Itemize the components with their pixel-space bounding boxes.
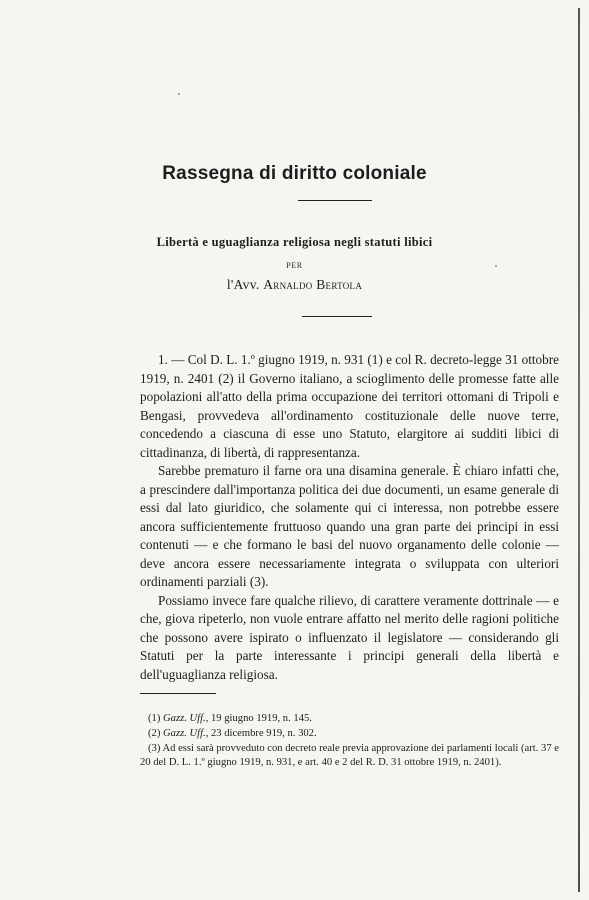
footnote-2: (2) Gazz. Uff., 23 dicembre 919, n. 302. bbox=[148, 727, 317, 739]
footnote-separator bbox=[140, 693, 216, 694]
footnote-3: (3) Ad essi sarà provveduto con decreto reale previa approvazione dei parlamenti locali (art. 37 e 20 del D. L. 1.º giugno 1919, n. 931, e art. 40 e 2 del R. D. 31 ottobre 1919, n. 2401). bbox=[140, 742, 559, 769]
title-rule bbox=[298, 200, 372, 201]
scan-speck bbox=[178, 93, 180, 95]
article-body bbox=[140, 351, 559, 684]
author-name: Arnaldo Bertola bbox=[263, 277, 363, 292]
per-label: PER bbox=[286, 261, 303, 270]
article-author bbox=[0, 277, 589, 293]
paragraph: Sarebbe prematuro il farne ora una disamina generale. È chiaro infatti che, a prescindere dall'importanza politica dei due documenti, un esame generale di essi dal lato giuridico, che solamente qui ci interessa, non potrebbe essere ancora sufficientemente fruttuoso quando una gran parte dei principi in essi contenuti — e che formano le basi del nuovo organamento delle colonie — deve ancora essere necessariamente integrata o sviluppata con ulteriori ordinamenti parziali (3). bbox=[140, 463, 559, 589]
article-subtitle: Libertà e uguaglianza religiosa negli statuti libici bbox=[156, 235, 433, 249]
author-prefix: l'Avv. bbox=[226, 277, 264, 292]
article-title: Rassegna di diritto coloniale bbox=[162, 163, 427, 184]
paragraph: Possiamo invece fare qualche rilievo, di carattere veramente dottrinale — e che, giova ripeterlo, non vuole entrare affatto nel merito delle ragioni politiche che possono avere ispirato o influenzato il legislatore — considerando gli Statuti per la parte interessante i principi generali della libertà e dell'uguaglianza religiosa. bbox=[140, 592, 559, 682]
footnote-1: (1) Gazz. Uff., 19 giugno 1919, n. 145. bbox=[148, 713, 312, 724]
author-rule bbox=[302, 316, 372, 317]
footnotes bbox=[140, 712, 559, 771]
paragraph: 1. — Col D. L. 1.º giugno 1919, n. 931 (1) e col R. decreto-legge 31 ottobre 1919, n. 2401 (2) il Governo italiano, a scioglimento delle promesse fatte alle popolazioni all'atto della prima occupazione dei territori ottomani di Tripoli e Bengasi, provvedeva all'ordinamento costituzionale delle nuove terre, concedendo a ciascuna di esse uno Statuto, elargitore ai sudditi libici di cittadinanza, di libertà, di rappresentanza. bbox=[140, 352, 559, 460]
page-edge-shadow bbox=[578, 8, 580, 892]
